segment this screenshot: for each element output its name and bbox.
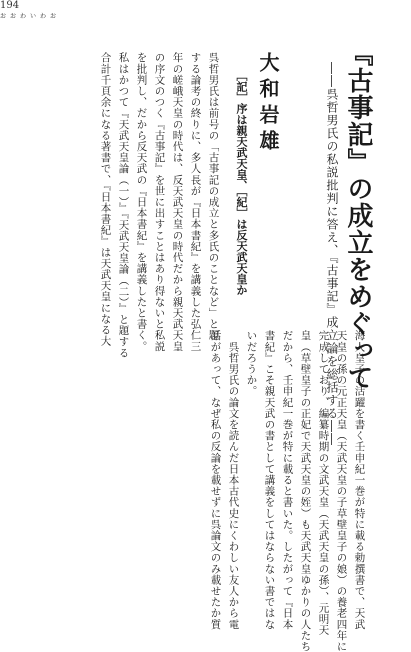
author-ruby: おおわいわお [0,13,61,20]
body-column: 海人皇子の活躍を書く壬申紀一巻が特に載る勅撰書で、天武 [353,330,366,630]
body-column: 合計千頁余になる著書で、『日本書紀』は天武天皇になる大 [99,52,112,347]
body-column: 完成しており、編纂時期の文武天皇（天武天皇の孫）、元明天 [317,330,330,636]
body-column: だから、壬申紀一巻が特に載ると書いた。したがって『日本 [281,330,294,630]
body-column: 呉哲男氏の論文を読んだ日本古代史にくわしい友人から電 [227,330,240,630]
page-number: 194 [0,0,20,11]
body-column: する論考の終りに、多人長が『日本書紀』を講義した弘仁三 [189,52,202,352]
body-column: 皇（草壁皇子の正妃で天武天皇の姪）も天武天皇ゆかりの人たち [299,330,312,652]
body-column: 呉哲男氏は前号の「古事記の成立と多氏のことなど」と題 [207,52,220,341]
body-column: 年の嵯峨天皇の時代は、反天武天皇の時代だから親天武天皇 [171,52,184,352]
author-name: 大和岩雄 [256,52,280,156]
body-column: を批判し、だから反天武の『日本書紀』を講義したと書く。 [135,52,148,352]
body-column: 天皇の孫の元正天皇（天武天皇の子草壁皇子の娘）の養老四年に [335,330,348,652]
body-column: 話があって、なぜ私の反論を載せずに呉論文のみ載せたか質 [209,330,222,630]
body-column: の序文のつく『古事記』を世に出すことはあり得ないと私説 [153,52,166,352]
body-column: 私はかつて『天武天皇論（一）』『天武天皇論（二）』と題する [117,52,130,359]
body-column: 書紀』こそ親天武の書として講義をしてはならない書ではな [263,330,276,630]
section-heading: ［記］序は親天武天皇、［紀］は反天武天皇か [235,70,248,296]
body-column: いだろうか。 [245,330,258,397]
article-subtitle: ――呉哲男氏の私説批判に答え、『古事記』成立論を総括する―― [325,62,339,446]
article-title: 『古事記』の成立をめぐって [343,40,373,391]
